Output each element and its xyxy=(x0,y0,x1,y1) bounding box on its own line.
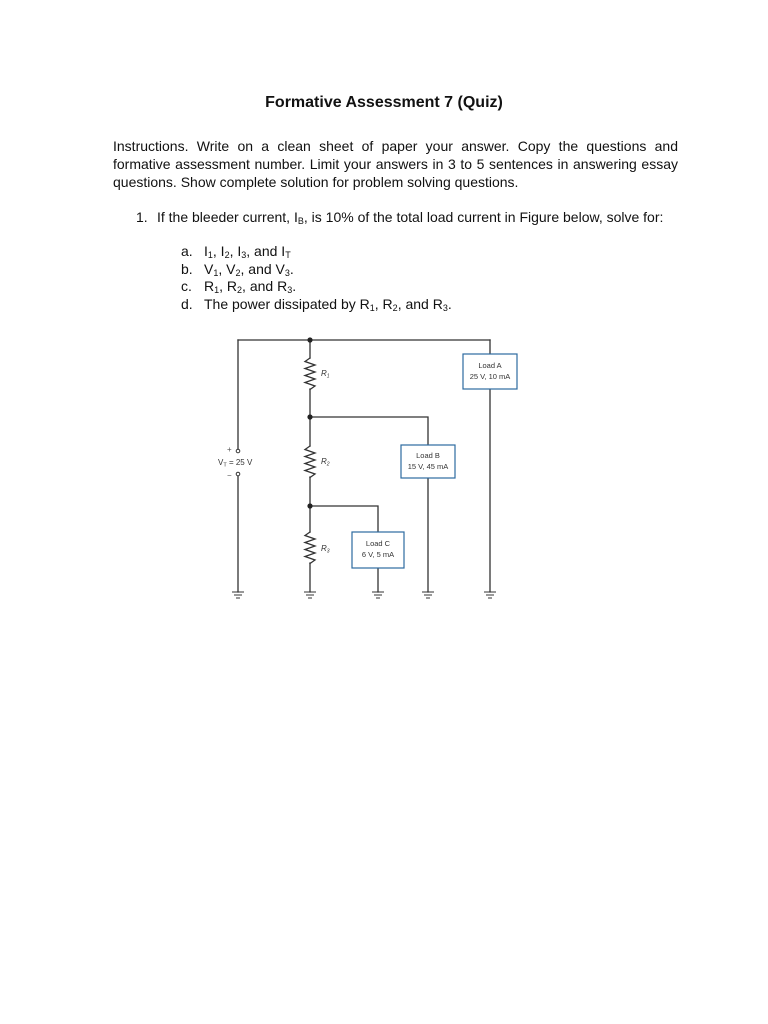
source-plus-sign: + xyxy=(227,445,232,454)
sub-letter: a. xyxy=(181,243,193,259)
source-label: VT = 25 V xyxy=(218,458,253,469)
resistor-r3-label: R3 xyxy=(321,544,330,555)
load-c-box xyxy=(352,532,404,568)
tap-wire-load-c xyxy=(310,506,378,532)
source-minus-sign: − xyxy=(227,471,232,480)
load-c-name: Load C xyxy=(365,539,391,548)
sub-question-b xyxy=(181,261,452,279)
sub-question-a xyxy=(181,243,452,261)
junction-dot xyxy=(307,337,312,342)
resistor-r3-zigzag xyxy=(305,532,315,564)
sub-text: $R_1$, $R_2$, and $R_3$. xyxy=(204,278,297,295)
load-b-box xyxy=(401,445,455,478)
question-text xyxy=(157,208,677,226)
load-c-rating: 6 V, 5 mA xyxy=(361,550,395,559)
ground-icon xyxy=(232,592,244,598)
resistor-r2-label: R2 xyxy=(321,457,330,468)
resistor-r1-zigzag xyxy=(305,358,315,390)
load-a-rating: 25 V, 10 mA xyxy=(469,372,511,381)
question-text-after: , is 10% of the total load current in Figure below, solve for: xyxy=(303,209,664,225)
sub-letter: d. xyxy=(181,295,193,312)
page-title: Formative Assessment 7 (Quiz) xyxy=(265,94,503,111)
ground-icon xyxy=(372,592,384,598)
sub-question-list xyxy=(181,243,452,313)
tap-wire-load-b xyxy=(310,417,428,445)
junction-dot xyxy=(307,414,312,419)
ground-icon xyxy=(422,592,434,598)
load-b-name: Load B xyxy=(416,451,440,460)
sub-letter: c. xyxy=(181,278,192,294)
resistor-r2-zigzag xyxy=(305,446,315,478)
sub-text: The power dissipated by $R_1$, $R_2$, and $R_3$. xyxy=(204,295,452,313)
question-number: 1. xyxy=(136,209,148,225)
sub-text: $I_1$, $I_2$, $I_3$, and $I_T$ xyxy=(204,243,291,260)
source-positive-terminal xyxy=(236,449,240,453)
sub-question-d xyxy=(181,296,452,314)
junction-dot xyxy=(307,503,312,508)
sub-text: $V_1$, $V_2$, and $V_3$. xyxy=(204,260,294,278)
sub-question-c xyxy=(181,278,452,296)
ground-icon xyxy=(304,592,316,598)
resistor-r1-label: R1 xyxy=(321,369,330,380)
ground-icon xyxy=(484,592,496,598)
voltage-divider-circuit-diagram xyxy=(198,330,538,615)
instructions-paragraph: Instructions. Write on a clean sheet of paper your answer. Copy the questions and formative assessment number. Limit your answers in 3 to 5 sentences in answering essay questions. Show complete solution for problem solving questions. xyxy=(113,138,678,190)
source-negative-terminal xyxy=(236,472,240,476)
sub-letter: b. xyxy=(181,260,193,277)
question-text-before: If the bleeder current, I xyxy=(157,209,298,225)
load-a-box xyxy=(463,354,517,389)
load-b-rating: 15 V, 45 mA xyxy=(407,462,449,471)
load-a-name: Load A xyxy=(478,361,502,370)
bleeder-subscript: B xyxy=(297,216,304,226)
